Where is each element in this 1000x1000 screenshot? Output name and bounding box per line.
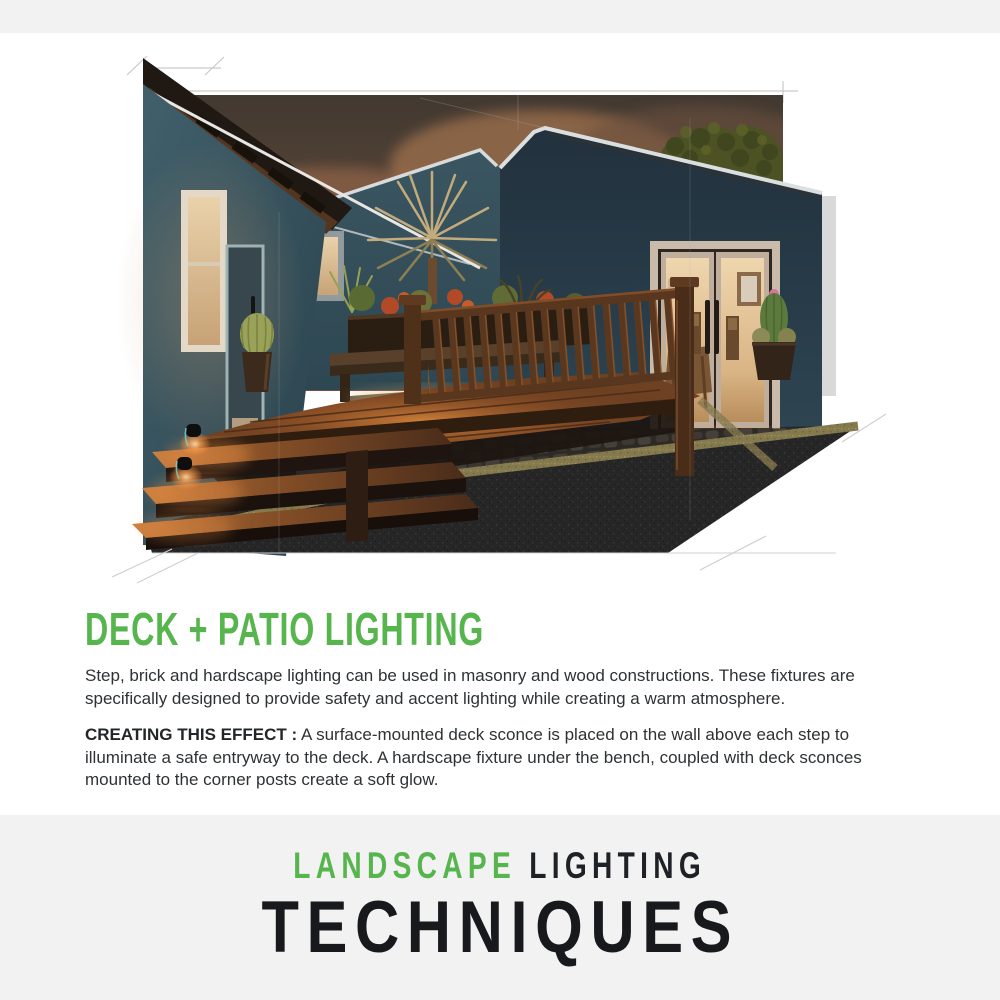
- effect-text: A surface-mounted deck sconce is placed on the wall above each step to illuminate a safe entryway to the deck. A hardscape fixture under the bench, coupled with deck sconces mounted to the corner posts create a soft glow.: [85, 725, 862, 789]
- page-title-text: DECK + PATIO LIGHTING: [85, 603, 485, 655]
- effect-label: CREATING THIS EFFECT :: [85, 725, 298, 744]
- footer-word-landscape: LANDSCAPE: [293, 845, 517, 886]
- window-left: [181, 190, 227, 352]
- intro-paragraph: Step, brick and hardscape lighting can be used in masonry and wood constructions. These fixtures are specifically designed to provide safety and accent lighting while creating a warm atmosphere.: [85, 666, 855, 708]
- footer-series-title: [0, 847, 1000, 884]
- content-block: [85, 603, 925, 806]
- effect-paragraph: [85, 724, 925, 792]
- footer-word-lighting: LIGHTING: [516, 845, 707, 886]
- footer-band: [0, 815, 1000, 1000]
- cactus-left: [240, 313, 274, 392]
- footer-techniques-title: TECHNIQUES: [261, 887, 739, 968]
- page-title: [85, 603, 925, 655]
